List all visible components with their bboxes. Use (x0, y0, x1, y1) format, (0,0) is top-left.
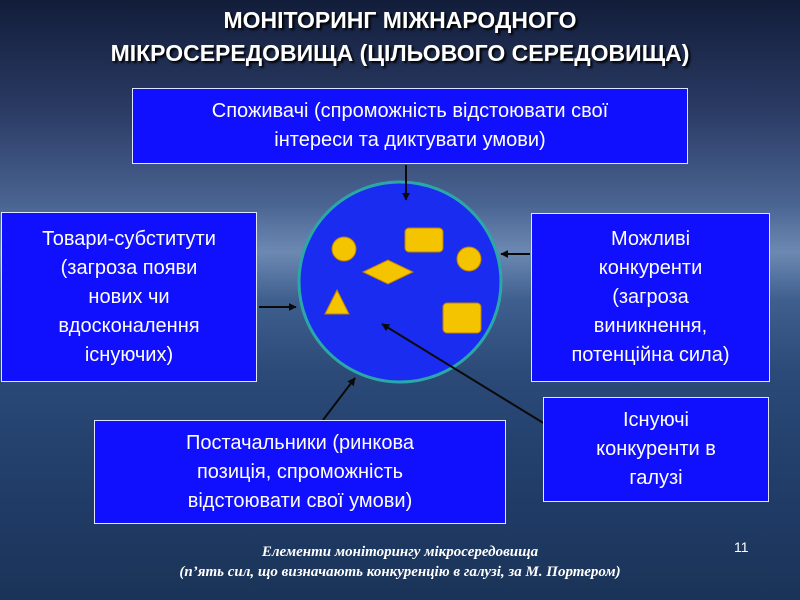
substitutes-box (1, 212, 257, 382)
circle-shape-1 (332, 237, 356, 261)
rectangle-shape-1 (405, 228, 443, 252)
substitutes-text: Товари-субститути (загроза появи нових чи вдосконалення існуючих) (42, 227, 216, 366)
market-circle (299, 182, 501, 382)
caption-line-1: Елементи моніторингу мікросередовища (261, 544, 539, 560)
existing-competitors-text: Існуючі конкуренти в галузі (596, 409, 716, 489)
circle-shape-2 (457, 247, 481, 271)
suppliers-box (94, 420, 506, 524)
arrow-from-suppliers (323, 378, 355, 420)
consumers-box (132, 88, 688, 164)
diagram-caption (0, 542, 800, 582)
consumers-text: Споживачі (спроможність відстоювати свої інтереси та диктувати умови) (211, 100, 609, 151)
title-line-2: МІКРОСЕРЕДОВИЩА (ЦІЛЬОВОГО СЕРЕДОВИЩА) (110, 40, 690, 66)
potential-competitors-box (531, 213, 770, 382)
title-line-1: МОНІТОРИНГ МІЖНАРОДНОГО (223, 7, 577, 33)
page-number: 11 (734, 539, 749, 555)
potential-competitors-text: Можливі конкуренти (загроза виникнення, потенційна сила) (571, 228, 730, 366)
suppliers-text: Постачальники (ринкова позиція, спроможність відстоювати свої умови) (185, 431, 415, 512)
caption-line-2: (п’ять сил, що визначають конкуренцію в галузі, за М. Портером) (179, 564, 621, 580)
existing-competitors-box (543, 397, 769, 502)
rectangle-shape-2 (443, 303, 481, 333)
